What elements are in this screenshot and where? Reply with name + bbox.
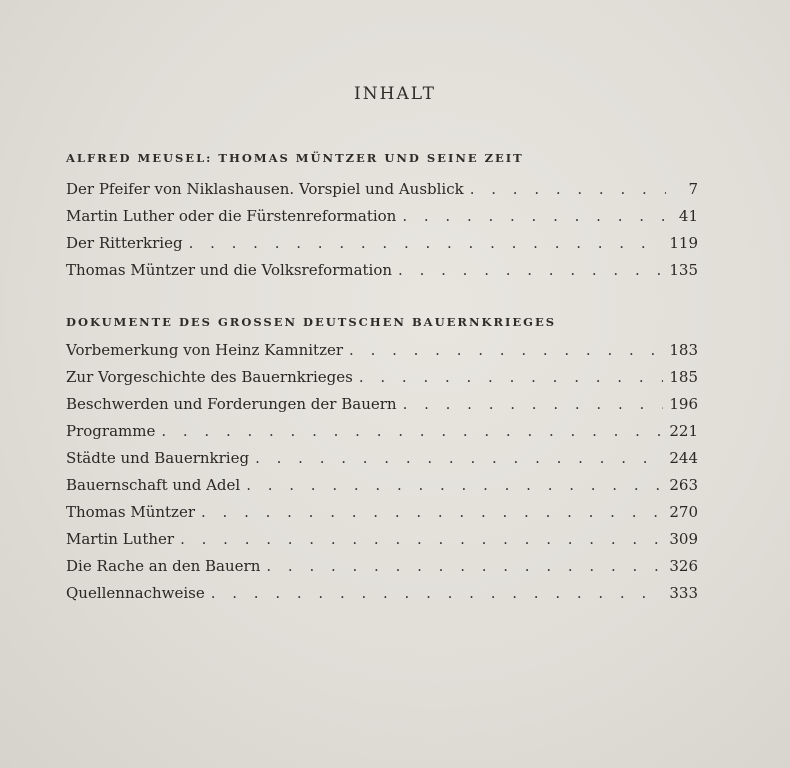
entry-title: Quellennachweise	[66, 584, 205, 602]
toc-entry	[66, 476, 698, 503]
entry-title: Der Pfeifer von Niklashausen. Vorspiel und Ausblick	[66, 180, 464, 198]
entry-page-number: 185	[669, 368, 698, 386]
entry-title: Martin Luther oder die Fürstenreformation	[66, 207, 397, 225]
entry-page-number: 221	[669, 422, 698, 440]
entry-title: Programme	[66, 422, 156, 440]
entry-page-number: 326	[669, 557, 698, 575]
dot-leader	[403, 395, 664, 413]
entry-title: Martin Luther	[66, 530, 175, 548]
toc-entry	[66, 557, 698, 584]
entry-title: Beschwerden und Forderungen der Bauern	[66, 395, 397, 413]
entry-page-number: 7	[688, 180, 698, 198]
dot-leader	[255, 449, 663, 467]
entry-page-number: 119	[669, 234, 698, 252]
entry-page-number: 41	[678, 207, 698, 225]
dot-leader	[398, 261, 663, 279]
dot-leader	[470, 180, 666, 198]
entry-title: Die Rache an den Bauern	[66, 557, 261, 575]
entry-page-number: 263	[669, 476, 698, 494]
entry-page-number: 333	[669, 584, 698, 602]
entry-page-number: 309	[669, 530, 698, 548]
toc-entry	[66, 395, 698, 422]
toc-entry	[66, 584, 698, 611]
dot-leader	[349, 341, 663, 359]
entry-page-number: 183	[669, 341, 698, 359]
dot-leader	[189, 234, 664, 252]
dot-leader	[180, 530, 663, 548]
section-heading-dokumente: DOKUMENTE DES GROSSEN DEUTSCHEN BAUERNKRIEGES	[66, 315, 557, 329]
dot-leader	[246, 476, 663, 494]
toc-entry	[66, 341, 698, 368]
dot-leader	[161, 422, 663, 440]
section-heading-meusel: ALFRED MEUSEL: THOMAS MÜNTZER UND SEINE ZEIT	[66, 151, 524, 165]
entry-page-number: 135	[669, 261, 698, 279]
toc-entry	[66, 207, 698, 234]
page-title: INHALT	[354, 84, 436, 104]
entry-title: Zur Vorgeschichte des Bauernkrieges	[66, 368, 353, 386]
toc-entry	[66, 234, 698, 261]
toc-list-dokumente	[66, 341, 698, 611]
toc-entry	[66, 368, 698, 395]
toc-list-meusel	[66, 180, 698, 288]
dot-leader	[211, 584, 664, 602]
toc-entry	[66, 449, 698, 476]
entry-page-number: 196	[669, 395, 698, 413]
toc-entry	[66, 530, 698, 557]
entry-title: Der Ritterkrieg	[66, 234, 183, 252]
toc-entry	[66, 261, 698, 288]
dot-leader	[402, 207, 666, 225]
entry-page-number: 244	[669, 449, 698, 467]
entry-title: Bauernschaft und Adel	[66, 476, 241, 494]
toc-entry	[66, 422, 698, 449]
dot-leader	[266, 557, 663, 575]
entry-title: Thomas Müntzer	[66, 503, 195, 521]
entry-title: Thomas Müntzer und die Volksreformation	[66, 261, 393, 279]
dot-leader	[201, 503, 663, 521]
entry-title: Vorbemerkung von Heinz Kamnitzer	[66, 341, 344, 359]
entry-page-number: 270	[669, 503, 698, 521]
dot-leader	[359, 368, 664, 386]
entry-title: Städte und Bauernkrieg	[66, 449, 250, 467]
toc-entry	[66, 503, 698, 530]
toc-entry	[66, 180, 698, 207]
